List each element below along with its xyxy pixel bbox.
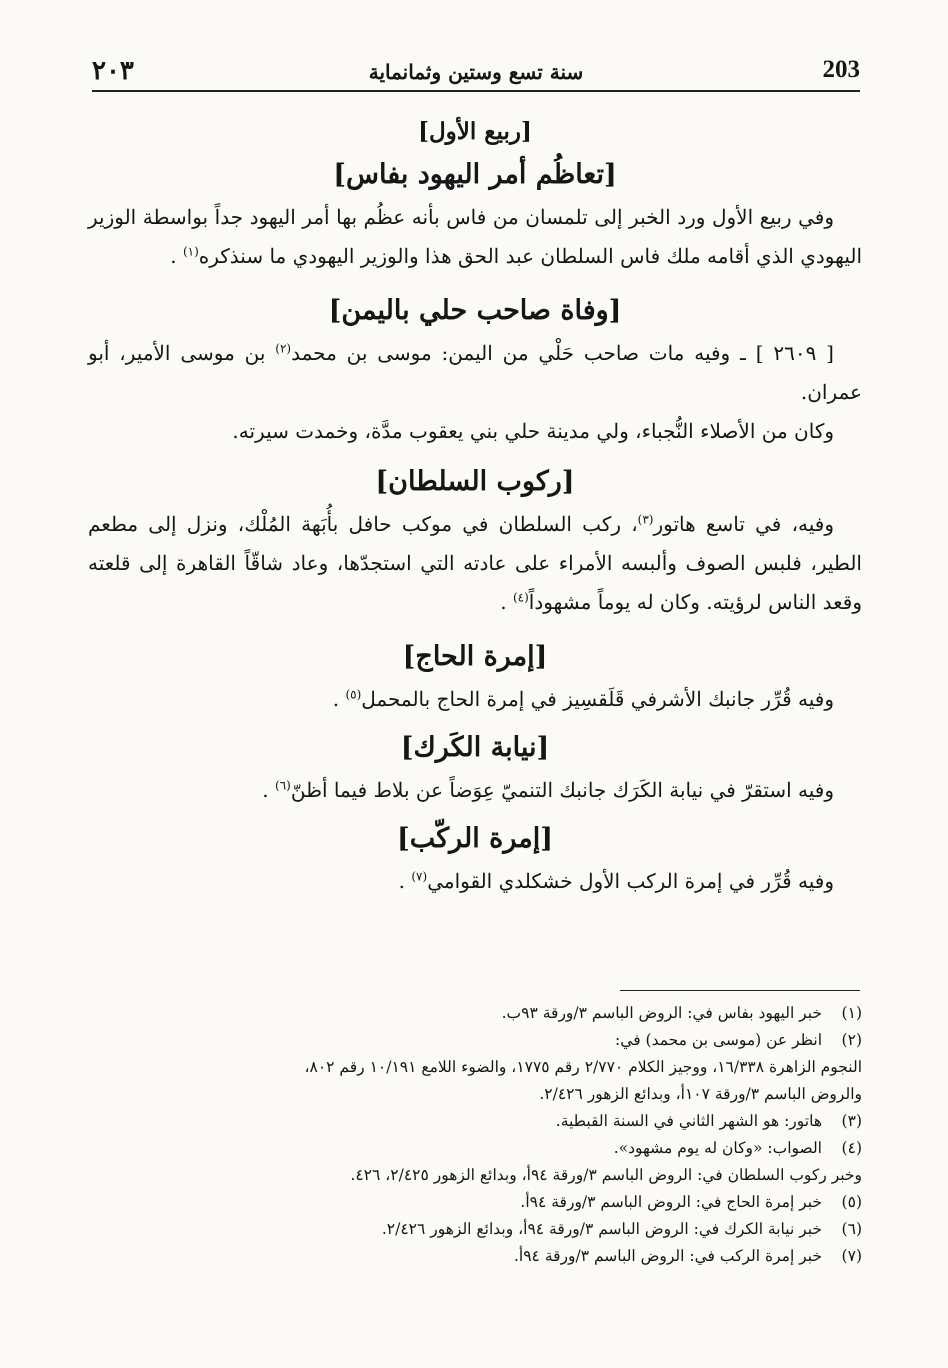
footnote-continuation: النجوم الزاهرة ١٦/٣٣٨، ووجيز الكلام ٢/٧٧٠ رقم ١٧٧٥، والضوء اللامع ١٠/١٩١ رقم ٨٠٢، [304, 1058, 862, 1076]
section-heading: [ركوب السلطان] [375, 466, 575, 497]
section-heading: [وفاة صاحب حلي باليمن] [328, 295, 622, 326]
main-text [88, 112, 862, 901]
footnote: (٧) خبر إمرة الركب في: الروض الباسم ٣/ورقة ٩٤أ. [514, 1247, 862, 1265]
paragraph: وفيه، في تاسع هاتور$^{(٣)}$، ركب السلطان في موكب حافل بأُبَهة المُلْك، ونزل إلى مطعم الطير، فلبس الصوف وألبسه الأمراء على عادته التي استجدّها، وعاد شاقّاً القاهرة إلى قلعته وقعد الناس لرؤيته. وكان له يوماً مشهوداً$^{(٤)}$ . [88, 512, 862, 614]
section-heading: [إمرة الحاج] [402, 641, 548, 672]
page-number-latin: 203 [822, 56, 860, 83]
paragraph: وفي ربيع الأول ورد الخبر إلى تلمسان من فاس بأنه عظُم بها أمر اليهود جداً بواسطة الوزير اليهودي الذي أقامه ملك فاس السلطان عبد الحق هذا والوزير اليهودي ما سنذكره$^{(١)}$ . [88, 205, 862, 268]
page-number-arabic: ٢٠٣ [92, 56, 134, 86]
section-heading: [نيابة الكَرك] [400, 732, 550, 763]
paragraph: وفيه استقرّ في نيابة الكَرَك جانبك التنميّ عِوَضاً عن بلاط فيما أظنّ$^{(٦)}$ . [262, 778, 834, 802]
footnote-ref: (٦) [275, 778, 291, 793]
footnote-ref: (١) [182, 244, 199, 259]
month-heading: [ربيع الأول] [418, 118, 532, 145]
footnote: (١) خبر اليهود بفاس في: الروض الباسم ٣/ورقة ٩٣ب. [501, 1004, 862, 1022]
section-heading: [تعاظُم أمر اليهود بفاس] [333, 159, 617, 190]
running-title: سنة تسع وستين وثمانماية [368, 60, 584, 84]
footnote-continuation: والروض الباسم ٣/ورقة ١٠٧أ، وبدائع الزهور ٢/٤٢٦. [539, 1085, 862, 1103]
entry-paragraph: [ ٢٦٠٩ ] ـ وفيه مات صاحب حَلْي من اليمن: موسى بن محمد$^{(٢)}$ بن موسى الأمير، أبو عمران. [88, 341, 862, 404]
footnote-ref: (٥) [345, 687, 362, 702]
footnotes [86, 1000, 862, 1270]
paragraph: وفيه قُرِّر جانبك الأشرفي قَلَقسِيز في إمرة الحاج بالمحمل$^{(٥)}$ . [332, 687, 834, 711]
footnote: (٥) خبر إمرة الحاج في: الروض الباسم ٣/ورقة ٩٤أ. [520, 1193, 862, 1211]
footnote: (٤) الصواب: «وكان له يوم مشهود». [613, 1139, 862, 1157]
footnote: (٢) انظر عن (موسى بن محمد) في: [615, 1031, 862, 1049]
entry-text: [ ٢٦٠٩ ] ـ وفيه مات صاحب حَلْي من اليمن: موسى بن محمد [291, 341, 834, 365]
footnote: (٣) هاتور: هو الشهر الثاني في السنة القبطية. [555, 1112, 862, 1130]
footnote-ref: (٢) [275, 341, 292, 356]
footnote-ref: (٧) [411, 869, 428, 884]
footnote-continuation: وخبر ركوب السلطان في: الروض الباسم ٣/ورقة ٩٤أ، وبدائع الزهور ٢/٤٢٥، ٤٢٦. [350, 1166, 862, 1184]
footnote-divider [620, 990, 860, 991]
section-heading: [إمرة الركّب] [397, 823, 553, 854]
footnote-ref: (٣) [637, 512, 654, 527]
footnote-ref: (٤) [512, 590, 529, 605]
page-header [92, 56, 860, 92]
paragraph: وكان من الأصلاء النُّجباء، ولي مدينة حلي بني يعقوب مدَّة، وخمدت سيرته. [232, 419, 834, 443]
paragraph: وفيه قُرِّر في إمرة الركب الأول خشكلدي القوامي$^{(٧)}$ . [398, 869, 834, 893]
footnote: (٦) خبر نيابة الكرك في: الروض الباسم ٣/ورقة ٩٤أ، وبدائع الزهور ٢/٤٢٦. [381, 1220, 862, 1238]
